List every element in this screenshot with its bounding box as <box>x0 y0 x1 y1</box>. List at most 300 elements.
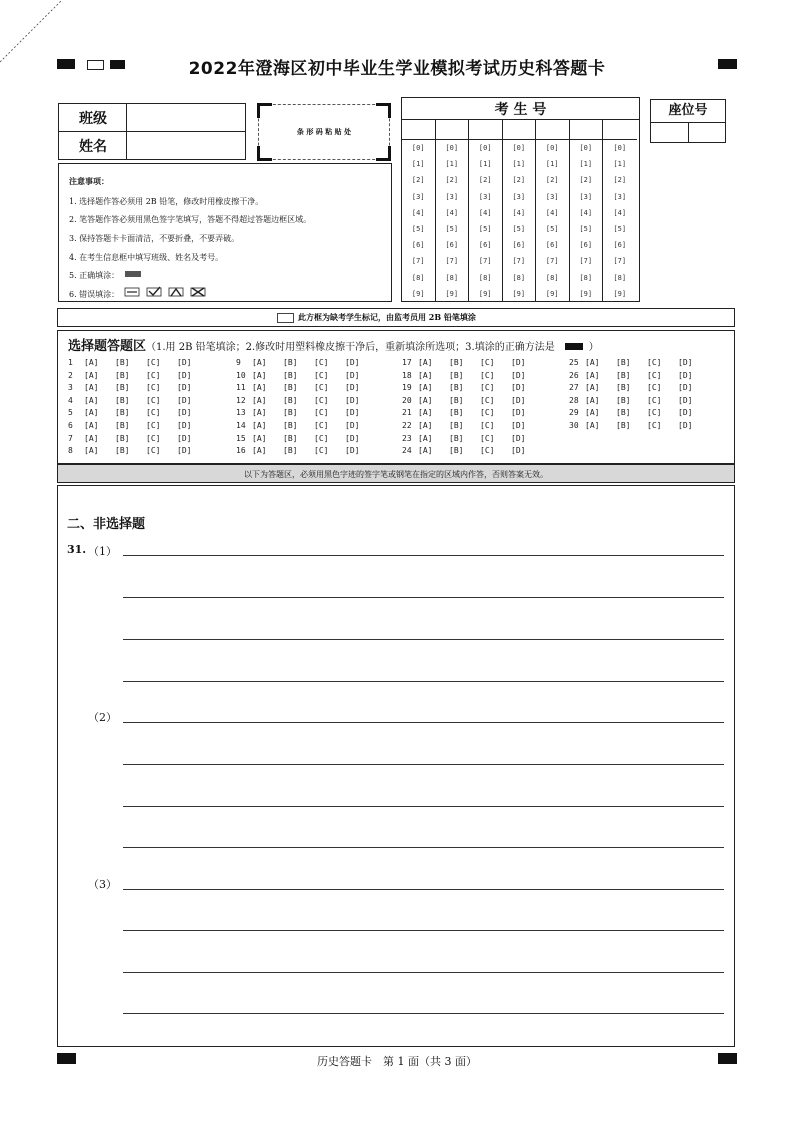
option-bubble[interactable]: [C] <box>480 395 495 405</box>
option-bubble[interactable]: [D] <box>177 408 192 418</box>
option-bubble[interactable]: [C] <box>647 395 662 405</box>
option-bubble[interactable]: [C] <box>314 421 329 430</box>
option-bubble[interactable]: [A] <box>252 446 267 456</box>
question-number: 16 <box>236 446 246 456</box>
student-id-bubble[interactable]: [3] <box>503 189 537 205</box>
option-bubble[interactable]: [B] <box>449 383 464 393</box>
student-id-bubble[interactable]: [6] <box>613 241 627 250</box>
option-bubble[interactable]: [D] <box>177 421 192 430</box>
student-id-digit-box[interactable] <box>503 120 537 140</box>
question-number: 22 <box>402 421 412 430</box>
option-bubble[interactable]: [D] <box>177 358 192 367</box>
student-id-bubble[interactable]: [2] <box>402 172 436 188</box>
option-bubble[interactable]: [C] <box>480 408 495 418</box>
question-number: 11 <box>236 383 246 393</box>
option-bubble[interactable]: [A] <box>84 383 99 393</box>
option-bubble[interactable]: [B] <box>616 358 631 367</box>
question-number: 7 <box>68 433 73 443</box>
student-id-bubble[interactable]: [6] <box>503 237 537 253</box>
option-bubble[interactable]: [A] <box>84 446 99 456</box>
option-bubble[interactable]: [B] <box>449 358 464 367</box>
option-bubble[interactable]: [A] <box>418 421 433 430</box>
option-bubble[interactable]: [A] <box>585 358 600 367</box>
option-bubble[interactable]: [B] <box>449 433 464 443</box>
student-id-bubble[interactable]: [2] <box>613 176 627 185</box>
absent-mark-row <box>57 308 735 327</box>
option-bubble[interactable]: [A] <box>418 383 433 393</box>
student-id-bubble[interactable]: [0] <box>503 140 537 156</box>
option-bubble[interactable]: [D] <box>511 433 526 443</box>
student-id-title: 考 生 号 <box>402 99 639 120</box>
question-part-label: （3） <box>88 878 117 891</box>
student-id-bubble[interactable]: [5] <box>436 221 470 237</box>
student-id-bubble[interactable]: [1] <box>570 156 604 172</box>
barcode-area <box>258 104 390 160</box>
notice-item: 6. 错误填涂： <box>69 290 120 299</box>
option-bubble[interactable]: [B] <box>115 358 130 367</box>
option-bubble[interactable]: [B] <box>283 358 298 367</box>
option-bubble[interactable]: [D] <box>678 358 693 367</box>
student-id-bubble[interactable]: [1] <box>436 156 470 172</box>
choice-row <box>68 371 208 380</box>
student-id-bubble[interactable]: [6] <box>536 237 570 253</box>
option-bubble[interactable]: [C] <box>146 421 161 430</box>
question-number: 2 <box>68 370 73 380</box>
student-id-digit-box[interactable] <box>603 120 637 140</box>
choice-row <box>402 358 542 367</box>
option-bubble[interactable]: [A] <box>418 370 433 380</box>
option-bubble[interactable]: [A] <box>84 433 99 443</box>
choice-row <box>236 446 376 455</box>
option-bubble[interactable]: [B] <box>283 433 298 443</box>
seat-number-field-2[interactable] <box>689 123 725 142</box>
option-bubble[interactable]: [D] <box>345 395 360 405</box>
option-bubble[interactable]: [C] <box>146 395 161 405</box>
question-number: 21 <box>402 408 412 418</box>
choice-row <box>68 396 208 405</box>
option-bubble[interactable]: [D] <box>177 383 192 393</box>
option-bubble[interactable]: [B] <box>115 370 130 380</box>
student-id-bubble[interactable]: [9] <box>436 286 470 302</box>
choice-row <box>68 446 208 455</box>
option-bubble[interactable]: [C] <box>647 358 662 367</box>
option-bubble[interactable]: [A] <box>252 433 267 443</box>
class-field[interactable] <box>127 104 246 132</box>
notice-item: 2. 笔答题作答必须用黑色签字笔填写，答题不得超过答题边框区域。 <box>69 215 312 224</box>
student-id-bubble[interactable]: [2] <box>469 172 503 188</box>
student-id-bubble[interactable]: [9] <box>503 286 537 302</box>
option-bubble[interactable]: [A] <box>84 358 99 367</box>
option-bubble[interactable]: [C] <box>146 383 161 393</box>
student-id-bubble[interactable]: [2] <box>570 172 604 188</box>
choice-row <box>402 383 542 392</box>
option-bubble[interactable]: [C] <box>480 433 495 443</box>
notice-item: 3. 保持答题卡卡面清洁，不要折叠，不要弄破。 <box>69 234 240 243</box>
student-id-bubble[interactable]: [7] <box>503 253 537 269</box>
option-bubble[interactable]: [C] <box>480 358 495 367</box>
student-id-bubble[interactable]: [5] <box>613 224 627 233</box>
option-bubble[interactable]: [B] <box>283 421 298 430</box>
student-id-bubble[interactable]: [7] <box>436 253 470 269</box>
option-bubble[interactable]: [D] <box>345 408 360 418</box>
option-bubble[interactable]: [D] <box>345 433 360 443</box>
student-id-bubble[interactable]: [8] <box>536 270 570 286</box>
student-id-bubble[interactable]: [0] <box>469 140 503 156</box>
option-bubble[interactable]: [C] <box>314 383 329 393</box>
student-id-bubble[interactable]: [3] <box>570 189 604 205</box>
question-number: 15 <box>236 433 246 443</box>
question-number: 4 <box>68 395 73 405</box>
option-bubble[interactable]: [A] <box>252 421 267 430</box>
option-bubble[interactable]: [D] <box>345 421 360 430</box>
student-id-bubble[interactable]: [7] <box>613 257 627 266</box>
choice-title-line <box>68 335 599 354</box>
choice-row <box>236 358 376 367</box>
answer-line[interactable] <box>123 972 724 973</box>
seat-number-title: 座位号 <box>651 100 725 123</box>
student-id-bubble[interactable]: [4] <box>536 205 570 221</box>
question-number: 5 <box>68 408 73 418</box>
question-number: 13 <box>236 408 246 418</box>
student-id-bubble[interactable]: [6] <box>570 237 604 253</box>
question-number: 18 <box>402 370 412 380</box>
student-id-bubble[interactable]: [8] <box>613 273 627 282</box>
answer-line[interactable] <box>123 764 724 765</box>
student-id-bubble[interactable]: [2] <box>503 172 537 188</box>
question-number: 14 <box>236 421 246 430</box>
option-bubble[interactable]: [A] <box>418 408 433 418</box>
option-bubble[interactable]: [B] <box>115 383 130 393</box>
question-number: 3 <box>68 383 73 393</box>
student-info-table <box>58 103 246 160</box>
option-bubble[interactable]: [C] <box>146 446 161 456</box>
option-bubble[interactable]: [B] <box>449 446 464 456</box>
student-id-bubble[interactable]: [0] <box>570 140 604 156</box>
option-bubble[interactable]: [D] <box>678 383 693 393</box>
option-bubble[interactable]: [D] <box>511 370 526 380</box>
option-bubble[interactable]: [C] <box>647 421 662 430</box>
student-id-bubble[interactable]: [4] <box>402 205 436 221</box>
option-bubble[interactable]: [B] <box>616 408 631 418</box>
answer-area-banner <box>57 464 735 483</box>
choice-row <box>569 371 709 380</box>
option-bubble[interactable]: [A] <box>84 370 99 380</box>
student-id-bubble[interactable]: [1] <box>469 156 503 172</box>
choice-instructions-end: ） <box>588 342 599 353</box>
question-number: 27 <box>569 383 579 393</box>
name-field[interactable] <box>127 132 246 160</box>
answer-line[interactable] <box>123 930 724 931</box>
choice-row <box>236 421 376 430</box>
option-bubble[interactable]: [A] <box>252 370 267 380</box>
option-bubble[interactable]: [C] <box>314 408 329 418</box>
option-bubble[interactable]: [C] <box>146 358 161 367</box>
student-id-bubble[interactable]: [3] <box>436 189 470 205</box>
option-bubble[interactable]: [B] <box>283 370 298 380</box>
student-id-bubble[interactable]: [3] <box>613 192 627 201</box>
option-bubble[interactable]: [B] <box>115 433 130 443</box>
student-id-bubble[interactable]: [9] <box>536 286 570 302</box>
answer-line[interactable] <box>123 847 724 848</box>
student-id-bubble[interactable]: [6] <box>402 237 436 253</box>
student-id-bubble[interactable]: [7] <box>536 253 570 269</box>
student-id-bubble[interactable]: [4] <box>469 205 503 221</box>
option-bubble[interactable]: [C] <box>480 383 495 393</box>
student-id-bubble[interactable]: [6] <box>469 237 503 253</box>
student-id-bubble[interactable]: [4] <box>570 205 604 221</box>
answer-line[interactable] <box>123 722 724 723</box>
choice-row <box>569 408 709 417</box>
class-label: 班级 <box>59 104 127 132</box>
option-bubble[interactable]: [B] <box>115 421 130 430</box>
question-number: 24 <box>402 446 412 456</box>
option-bubble[interactable]: [C] <box>314 395 329 405</box>
choice-row <box>402 371 542 380</box>
student-id-bubble[interactable]: [8] <box>469 270 503 286</box>
option-bubble[interactable]: [A] <box>418 395 433 405</box>
option-bubble[interactable]: [D] <box>511 421 526 430</box>
option-bubble[interactable]: [D] <box>177 433 192 443</box>
option-bubble[interactable]: [C] <box>314 358 329 367</box>
notice-box <box>58 163 392 302</box>
option-bubble[interactable]: [B] <box>616 370 631 380</box>
option-bubble[interactable]: [A] <box>252 358 267 367</box>
question-number: 23 <box>402 433 412 443</box>
option-bubble[interactable]: [A] <box>585 383 600 393</box>
option-bubble[interactable]: [B] <box>616 383 631 393</box>
option-bubble[interactable]: [B] <box>449 408 464 418</box>
option-bubble[interactable]: [A] <box>585 395 600 405</box>
option-bubble[interactable]: [A] <box>252 408 267 418</box>
option-bubble[interactable]: [D] <box>511 408 526 418</box>
student-id-bubble[interactable]: [5] <box>503 221 537 237</box>
seat-number-field-1[interactable] <box>651 123 689 142</box>
option-bubble[interactable]: [D] <box>177 395 192 405</box>
option-bubble[interactable]: [A] <box>84 408 99 418</box>
answer-line[interactable] <box>123 889 724 890</box>
student-id-bubble[interactable]: [8] <box>503 270 537 286</box>
option-bubble[interactable]: [C] <box>146 408 161 418</box>
option-bubble[interactable]: [B] <box>616 421 631 430</box>
student-id-bubble[interactable]: [5] <box>536 221 570 237</box>
question-part-label: （1） <box>88 545 117 558</box>
answer-line[interactable] <box>123 806 724 807</box>
option-bubble[interactable]: [A] <box>84 421 99 430</box>
student-id-bubble[interactable]: [9] <box>570 286 604 302</box>
option-bubble[interactable]: [D] <box>511 446 526 456</box>
name-label: 姓名 <box>59 132 127 160</box>
option-bubble[interactable]: [C] <box>480 370 495 380</box>
option-bubble[interactable]: [A] <box>418 358 433 367</box>
student-id-bubble[interactable]: [3] <box>469 189 503 205</box>
option-bubble[interactable]: [C] <box>647 370 662 380</box>
wrong-fill-samples <box>123 286 213 298</box>
question-number: 6 <box>68 421 73 430</box>
option-bubble[interactable]: [C] <box>647 383 662 393</box>
student-id-bubble[interactable]: [9] <box>469 286 503 302</box>
option-bubble[interactable]: [C] <box>146 370 161 380</box>
choice-row <box>402 434 542 443</box>
question-number: 8 <box>68 446 73 456</box>
student-id-bubble[interactable]: [9] <box>402 286 436 302</box>
option-bubble[interactable]: [A] <box>418 433 433 443</box>
barcode-corner <box>257 103 272 118</box>
student-id-bubble[interactable]: [4] <box>613 208 627 217</box>
student-id-bubble[interactable]: [1] <box>613 160 627 169</box>
option-bubble[interactable]: [C] <box>480 446 495 456</box>
choice-row <box>402 446 542 455</box>
question-number: 29 <box>569 408 579 418</box>
choice-row <box>402 421 542 430</box>
option-bubble[interactable]: [D] <box>177 446 192 456</box>
option-bubble[interactable]: [B] <box>449 421 464 430</box>
choice-row <box>68 358 208 367</box>
student-id-bubble[interactable]: [9] <box>613 289 627 298</box>
option-bubble[interactable]: [A] <box>418 446 433 456</box>
answer-line[interactable] <box>123 681 724 682</box>
option-bubble[interactable]: [A] <box>252 395 267 405</box>
choice-row <box>236 396 376 405</box>
student-id-bubble[interactable]: [0] <box>613 144 627 152</box>
correct-fill-sample <box>125 271 141 277</box>
answer-line[interactable] <box>123 597 724 598</box>
option-bubble[interactable]: [C] <box>480 421 495 430</box>
barcode-corner <box>376 103 391 118</box>
option-bubble[interactable]: [B] <box>283 446 298 456</box>
choice-row <box>236 408 376 417</box>
option-bubble[interactable]: [D] <box>177 370 192 380</box>
option-bubble[interactable]: [D] <box>678 408 693 418</box>
question-number: 31. <box>67 543 87 556</box>
choice-row <box>402 396 542 405</box>
student-id-digit-box[interactable] <box>536 120 570 140</box>
choice-row <box>569 396 709 405</box>
question-number: 17 <box>402 358 412 367</box>
choice-row <box>569 421 709 430</box>
choice-instructions: （1.用 2B 铅笔填涂；2.修改时用塑料橡皮擦干净后，重新填涂所选项；3.填涂的正确方法是 <box>146 342 555 353</box>
absent-checkbox[interactable] <box>277 313 294 323</box>
student-id-digit-box[interactable] <box>469 120 503 140</box>
option-bubble[interactable]: [D] <box>511 383 526 393</box>
option-bubble[interactable]: [A] <box>84 395 99 405</box>
student-id-bubble[interactable]: [4] <box>503 205 537 221</box>
question-number: 26 <box>569 370 579 380</box>
option-bubble[interactable]: [B] <box>283 395 298 405</box>
option-bubble[interactable]: [A] <box>585 421 600 430</box>
student-id-bubble[interactable]: [5] <box>402 221 436 237</box>
option-bubble[interactable]: [A] <box>585 370 600 380</box>
choice-row <box>236 383 376 392</box>
option-bubble[interactable]: [D] <box>678 395 693 405</box>
student-id-bubble[interactable]: [7] <box>570 253 604 269</box>
choice-row <box>569 358 709 367</box>
page-title: 2022年澄海区初中毕业生学业模拟考试历史科答题卡 <box>188 59 606 79</box>
option-bubble[interactable]: [B] <box>283 408 298 418</box>
student-id-bubble[interactable]: [5] <box>469 221 503 237</box>
student-id-bubble[interactable]: [8] <box>402 270 436 286</box>
option-bubble[interactable]: [B] <box>283 383 298 393</box>
student-id-bubble[interactable]: [5] <box>570 221 604 237</box>
option-bubble[interactable]: [D] <box>511 395 526 405</box>
student-id-bubble[interactable]: [2] <box>536 172 570 188</box>
student-id-bubble[interactable]: [1] <box>536 156 570 172</box>
student-id-bubble[interactable]: [2] <box>436 172 470 188</box>
question-number: 12 <box>236 395 246 405</box>
notice-item: 1. 选择题作答必须用 2B 铅笔，修改时用橡皮擦干净。 <box>69 197 264 206</box>
option-bubble[interactable]: [B] <box>115 408 130 418</box>
option-bubble[interactable]: [B] <box>115 446 130 456</box>
choice-row <box>68 421 208 430</box>
option-bubble[interactable]: [C] <box>314 370 329 380</box>
notice-title: 注意事项： <box>69 176 109 186</box>
option-bubble[interactable]: [C] <box>146 433 161 443</box>
student-id-bubble[interactable]: [6] <box>436 237 470 253</box>
question-number: 30 <box>569 421 579 430</box>
answer-line[interactable] <box>123 639 724 640</box>
option-bubble[interactable]: [C] <box>314 433 329 443</box>
option-bubble[interactable]: [B] <box>449 370 464 380</box>
notice-item: 5. 正确填涂： <box>69 271 120 280</box>
student-id-digit-box[interactable] <box>402 120 436 140</box>
student-id-bubble[interactable]: [8] <box>570 270 604 286</box>
answer-line[interactable] <box>123 555 724 556</box>
student-id-bubble[interactable]: [0] <box>402 140 436 156</box>
option-bubble[interactable]: [B] <box>616 395 631 405</box>
student-id-bubble[interactable]: [3] <box>402 189 436 205</box>
option-bubble[interactable]: [D] <box>511 358 526 367</box>
student-id-bubble[interactable]: [7] <box>469 253 503 269</box>
option-bubble[interactable]: [D] <box>678 370 693 380</box>
section2-title: 二、非选择题 <box>67 517 146 532</box>
absent-text: 此方框为缺考学生标记，由监考员用 2B 铅笔填涂 <box>298 312 476 322</box>
student-id-bubble[interactable]: [8] <box>436 270 470 286</box>
option-bubble[interactable]: [A] <box>585 408 600 418</box>
student-id-bubble[interactable]: [1] <box>402 156 436 172</box>
option-bubble[interactable]: [A] <box>252 383 267 393</box>
option-bubble[interactable]: [D] <box>678 421 693 430</box>
option-bubble[interactable]: [B] <box>115 395 130 405</box>
option-bubble[interactable]: [D] <box>345 446 360 456</box>
student-id-bubble[interactable]: [1] <box>503 156 537 172</box>
student-id-bubble[interactable]: [7] <box>402 253 436 269</box>
correct-fill-mark <box>565 343 583 350</box>
banner-text: 以下为答题区，必须用黑色字迹的签字笔或钢笔在指定的区域内作答，否则答案无效。 <box>244 470 548 479</box>
option-bubble[interactable]: [D] <box>345 358 360 367</box>
choice-row <box>236 434 376 443</box>
question-number: 28 <box>569 395 579 405</box>
option-bubble[interactable]: [C] <box>314 446 329 456</box>
choice-row <box>569 383 709 392</box>
option-bubble[interactable]: [B] <box>449 395 464 405</box>
option-bubble[interactable]: [C] <box>647 408 662 418</box>
barcode-label: 条 形 码 粘 贴 处 <box>296 127 352 136</box>
choice-row <box>236 371 376 380</box>
student-id-bubble[interactable]: [0] <box>536 140 570 156</box>
barcode-corner <box>376 146 391 161</box>
student-id-digit-box[interactable] <box>436 120 470 140</box>
choice-row <box>402 408 542 417</box>
question-number: 1 <box>68 358 73 367</box>
choice-title: 选择题答题区 <box>68 339 147 354</box>
student-id-bubble[interactable]: [3] <box>536 189 570 205</box>
student-id-digit-box[interactable] <box>570 120 604 140</box>
student-id-bubble[interactable]: [0] <box>436 140 470 156</box>
answer-line[interactable] <box>123 1013 724 1014</box>
answer-area <box>57 485 735 1047</box>
student-id-bubble[interactable]: [4] <box>436 205 470 221</box>
option-bubble[interactable]: [D] <box>345 370 360 380</box>
option-bubble[interactable]: [D] <box>345 383 360 393</box>
